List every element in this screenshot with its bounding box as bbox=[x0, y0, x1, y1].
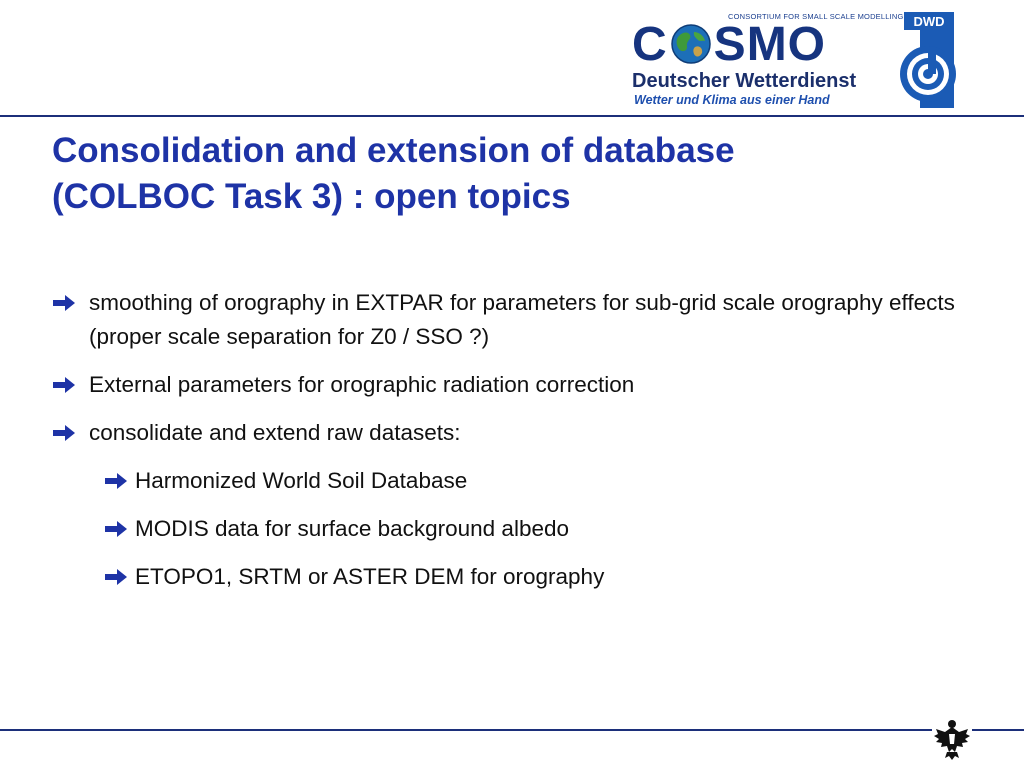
arrow-right-icon bbox=[52, 376, 76, 394]
bullet-text: consolidate and extend raw datasets: bbox=[89, 420, 461, 445]
header-divider bbox=[0, 115, 1024, 117]
cosmo-letter-c: C bbox=[632, 17, 668, 71]
arrow-right-icon bbox=[52, 424, 76, 442]
bullet-list bbox=[52, 286, 992, 608]
cosmo-letters-smo: SMO bbox=[713, 17, 827, 71]
footer-divider bbox=[0, 729, 1024, 731]
bullet-text: External parameters for orographic radiation correction bbox=[89, 372, 635, 397]
federal-eagle-icon bbox=[932, 716, 972, 762]
slide-title-line-2: (COLBOC Task 3) : open topics bbox=[52, 177, 571, 216]
cosmo-tagline: CONSORTIUM FOR SMALL SCALE MODELLING bbox=[728, 12, 904, 21]
globe-icon bbox=[670, 23, 712, 65]
dwd-name: Deutscher Wetterdienst bbox=[632, 70, 857, 92]
arrow-right-icon bbox=[104, 520, 128, 538]
bullet-text: smoothing of orography in EXTPAR for parameters for sub-grid scale orography effects (proper scale separation for Z0 / SSO ?) bbox=[89, 290, 955, 349]
sub-bullet-text: Harmonized World Soil Database bbox=[135, 468, 468, 493]
arrow-right-icon bbox=[52, 294, 76, 312]
bullet-item bbox=[52, 286, 992, 354]
arrow-right-icon bbox=[104, 568, 128, 586]
sub-bullet-item bbox=[52, 464, 992, 498]
slide-title-line-1: Consolidation and extension of database bbox=[52, 131, 735, 170]
bullet-item bbox=[52, 416, 992, 450]
dwd-logo-icon bbox=[898, 12, 960, 108]
header-logos bbox=[628, 8, 958, 110]
sub-bullet-item bbox=[52, 560, 992, 594]
dwd-logo-label: DWD bbox=[913, 14, 945, 29]
sub-bullet-text: ETOPO1, SRTM or ASTER DEM for orography bbox=[135, 564, 605, 589]
arrow-right-icon bbox=[104, 472, 128, 490]
cosmo-dwd-logo bbox=[628, 8, 904, 110]
bullet-item bbox=[52, 368, 992, 402]
cosmo-wordmark bbox=[632, 17, 827, 71]
dwd-slogan: Wetter und Klima aus einer Hand bbox=[634, 93, 830, 107]
slide-title bbox=[52, 128, 982, 220]
sub-bullet-item bbox=[52, 512, 992, 546]
sub-bullet-text: MODIS data for surface background albedo bbox=[135, 516, 569, 541]
